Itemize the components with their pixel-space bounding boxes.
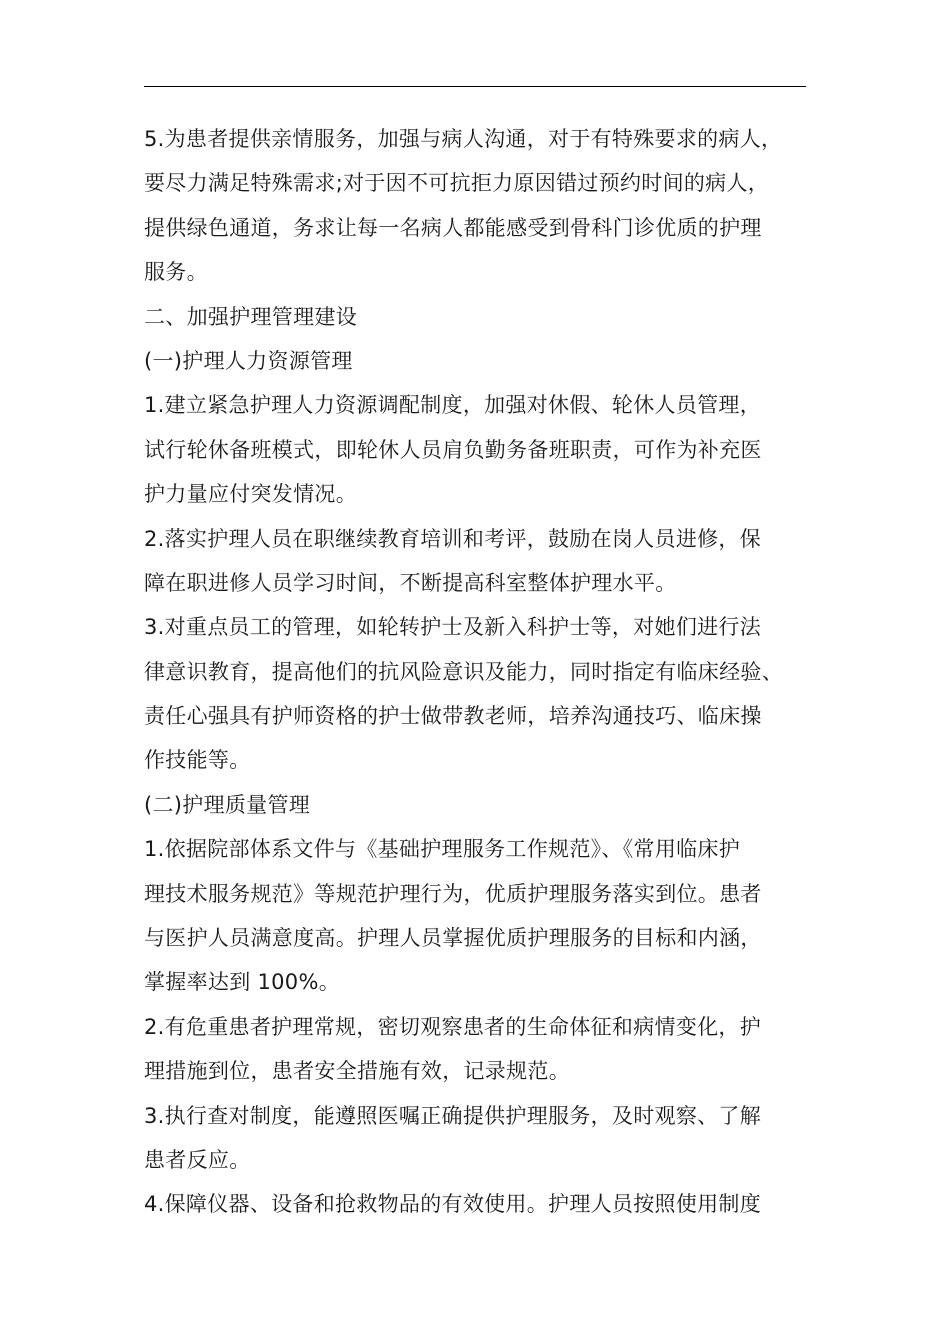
text-line: 试行轮休备班模式，即轮休人员肩负勤务备班职责，可作为补充医	[144, 437, 762, 462]
text-line: 3.执行查对制度，能遵照医嘱正确提供护理服务，及时观察、了解	[144, 1103, 762, 1128]
document-body	[144, 117, 810, 1227]
text-line: 要尽力满足特殊需求;对于因不可抗拒力原因错过预约时间的病人，	[144, 171, 770, 196]
text-line: 障在职进修人员学习时间，不断提高科室整体护理水平。	[144, 570, 677, 595]
section-heading: 二、加强护理管理建设	[144, 304, 357, 329]
text-line: 律意识教育，提高他们的抗风险意识及能力，同时指定有临床经验、	[144, 659, 783, 684]
text-line: 责任心强具有护师资格的护士做带教老师，培养沟通技巧、临床操	[144, 704, 762, 729]
text-line: 理措施到位，患者安全措施有效，记录规范。	[144, 1059, 570, 1084]
subsection-heading: (二)护理质量管理	[144, 792, 311, 817]
text-line: 理技术服务规范》等规范护理行为，优质护理服务落实到位。患者	[144, 881, 762, 906]
text-line: 掌握率达到 100%。	[144, 970, 341, 995]
text-line: 1.依据院部体系文件与《基础护理服务工作规范》、《常用临床护	[144, 837, 741, 862]
text-line: 患者反应。	[144, 1147, 251, 1172]
text-line: 服务。	[144, 260, 208, 285]
text-line: 提供绿色通道，务求让每一名病人都能感受到骨科门诊优质的护理	[144, 215, 762, 240]
subsection-heading: (一)护理人力资源管理	[144, 348, 353, 373]
text-line: 1.建立紧急护理人力资源调配制度，加强对休假、轮休人员管理，	[144, 393, 762, 418]
text-line: 2.落实护理人员在职继续教育培训和考评，鼓励在岗人员进修，保	[144, 526, 762, 551]
text-line: 与医护人员满意度高。护理人员掌握优质护理服务的目标和内涵，	[144, 926, 762, 951]
text-line: 护力量应付突发情况。	[144, 482, 357, 507]
text-line: 作技能等。	[144, 748, 251, 773]
text-line: 5.为患者提供亲情服务，加强与病人沟通，对于有特殊要求的病人，	[144, 127, 783, 151]
text-line: 4.保障仪器、设备和抢救物品的有效使用。护理人员按照使用制度	[144, 1192, 762, 1217]
text-line: 3.对重点员工的管理，如轮转护士及新入科护士等，对她们进行法	[144, 615, 762, 640]
text-line: 2.有危重患者护理常规，密切观察患者的生命体征和病情变化，护	[144, 1014, 762, 1039]
header-rule	[144, 86, 806, 87]
